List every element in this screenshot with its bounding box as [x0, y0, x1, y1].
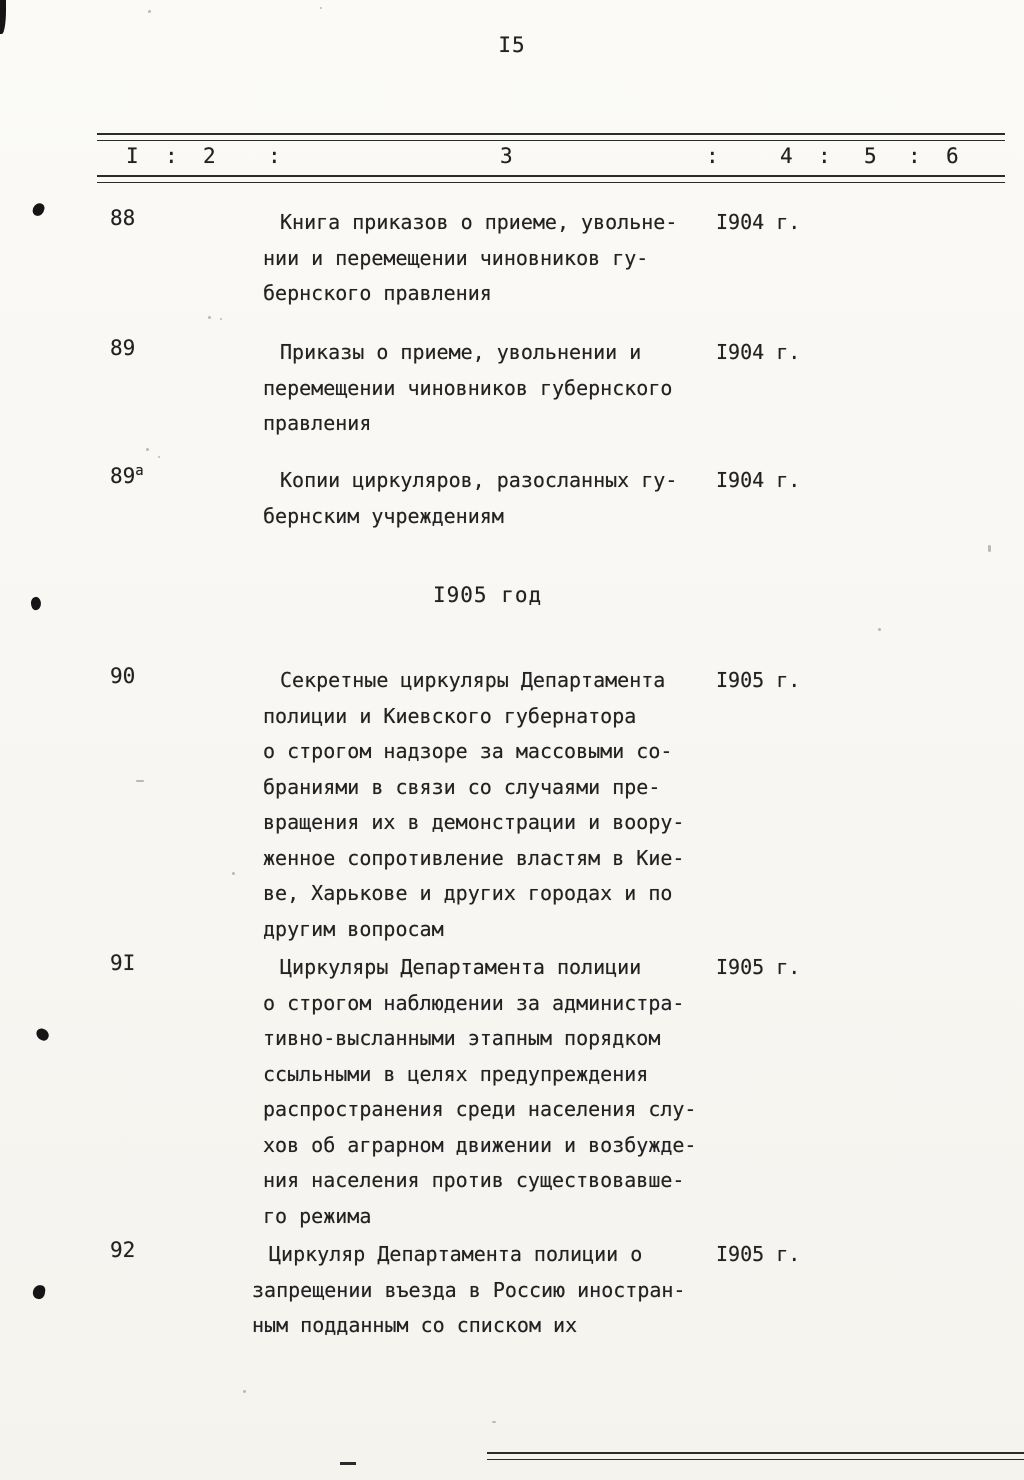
entry-description — [263, 205, 677, 312]
column-separator: : — [165, 144, 178, 168]
entry-number-text: 88 — [110, 206, 136, 230]
entry-line: правления — [263, 411, 372, 435]
entry-line: Приказы о приеме, увольнении и — [280, 340, 642, 364]
scan-noise-dot — [320, 7, 322, 9]
entry-line: Копии циркуляров, разосланных гу- — [280, 468, 678, 492]
scan-noise-dot — [146, 448, 149, 451]
entry-line: о строгом надзоре за массовыми со- — [263, 739, 673, 763]
scan-noise-dot — [158, 456, 160, 458]
entry-line: Циркуляры Департамента полиции — [280, 955, 642, 979]
entry-line: перемещении чиновников губернского — [263, 375, 673, 400]
entry-line: женное сопротивление властям в Кие- — [263, 845, 685, 870]
entry-number-text: 9I — [110, 951, 136, 975]
entry-number-suffix: а — [135, 463, 144, 479]
year-section-heading: I905 год — [433, 583, 543, 607]
scan-noise-dot — [492, 1421, 496, 1423]
entry-line: хов об аграрном движении и возбужде- — [263, 1132, 697, 1157]
column-label-6: 6 — [946, 144, 959, 168]
entry-line: нии и перемещении чиновников гу- — [263, 245, 649, 270]
margin-ink-mark — [31, 202, 45, 218]
scan-noise-dot — [243, 1390, 246, 1393]
entry-line: Книга приказов о приеме, увольне- — [280, 210, 678, 234]
entry-date: I904 г. — [716, 340, 801, 364]
scan-noise-dot — [148, 10, 151, 13]
column-separator: : — [706, 144, 719, 168]
column-label-4: 4 — [780, 144, 793, 168]
entry-description — [252, 1237, 685, 1344]
column-separator: : — [268, 144, 281, 168]
entry-number — [110, 950, 135, 975]
table-header-top-rule — [97, 133, 1005, 141]
entry-number — [110, 1237, 135, 1262]
entry-date: I904 г. — [716, 210, 801, 234]
scan-edge-mark — [0, 0, 6, 34]
entry-line: ссыльными в целях предупреждения — [263, 1061, 649, 1086]
entry-number — [110, 205, 135, 230]
entry-line: Секретные циркуляры Департамента — [280, 668, 666, 692]
column-label-3: 3 — [500, 144, 513, 168]
entry-number — [110, 663, 135, 688]
scan-noise-dot — [208, 316, 211, 319]
entry-number-text: 89 — [110, 336, 136, 360]
entry-line: о строгом наблюдении за администра- — [263, 990, 685, 1015]
entry-line: бернского правления — [263, 281, 492, 305]
column-label-2: 2 — [203, 144, 216, 168]
entry-number — [110, 463, 144, 488]
entry-description — [263, 950, 696, 1234]
entry-line: полиции и Киевского губернатора — [263, 703, 637, 728]
entry-date: I905 г. — [716, 1242, 801, 1266]
column-label-1: I — [126, 144, 139, 168]
scan-noise-dot — [988, 545, 991, 552]
entry-description — [263, 663, 684, 947]
entry-line: распространения среди населения слу- — [263, 1097, 697, 1121]
entry-line: браниями в связи со случаями пре- — [263, 774, 661, 799]
scan-noise-dot — [878, 628, 881, 631]
entry-line: запрещении въезда в Россию иностран- — [252, 1277, 686, 1302]
entry-date: I905 г. — [716, 955, 801, 979]
entry-line: тивно-высланными этапным порядком — [263, 1026, 661, 1050]
entry-description — [263, 463, 677, 534]
entry-line: бернским учреждениям — [263, 503, 504, 528]
scan-noise-dot — [136, 780, 144, 782]
column-separator: : — [818, 144, 831, 168]
page-number: I5 — [498, 33, 526, 57]
entry-line: вращения их в демонстрации и воору- — [263, 810, 685, 834]
table-column-header — [0, 144, 1024, 172]
column-label-5: 5 — [864, 144, 877, 168]
entry-line: Циркуляр Департамента полиции о — [269, 1242, 643, 1266]
margin-ink-mark — [34, 1027, 50, 1042]
table-header-bottom-rule — [97, 175, 1005, 183]
entry-line: другим вопросам — [263, 916, 444, 941]
entry-line: го режима — [263, 1203, 372, 1228]
entry-line: ным подданным со списком их — [252, 1313, 578, 1337]
entry-number — [110, 335, 135, 360]
entry-line: ния населения против существовавше- — [263, 1168, 685, 1192]
scan-noise-dot — [220, 318, 222, 320]
entry-date: I904 г. — [716, 468, 801, 492]
margin-ink-mark — [30, 596, 42, 611]
entry-number-text: 89 — [110, 464, 136, 488]
entry-description — [263, 335, 672, 442]
page-bottom-rule — [487, 1452, 1024, 1460]
page-bottom-mark — [340, 1462, 356, 1465]
margin-ink-mark — [32, 1284, 46, 1300]
entry-date: I905 г. — [716, 668, 801, 692]
scan-noise-dot — [232, 872, 235, 875]
column-separator: : — [908, 144, 921, 168]
entry-number-text: 90 — [110, 664, 136, 688]
entry-number-text: 92 — [110, 1238, 136, 1262]
entry-line: ве, Харькове и других городах и по — [263, 881, 673, 905]
